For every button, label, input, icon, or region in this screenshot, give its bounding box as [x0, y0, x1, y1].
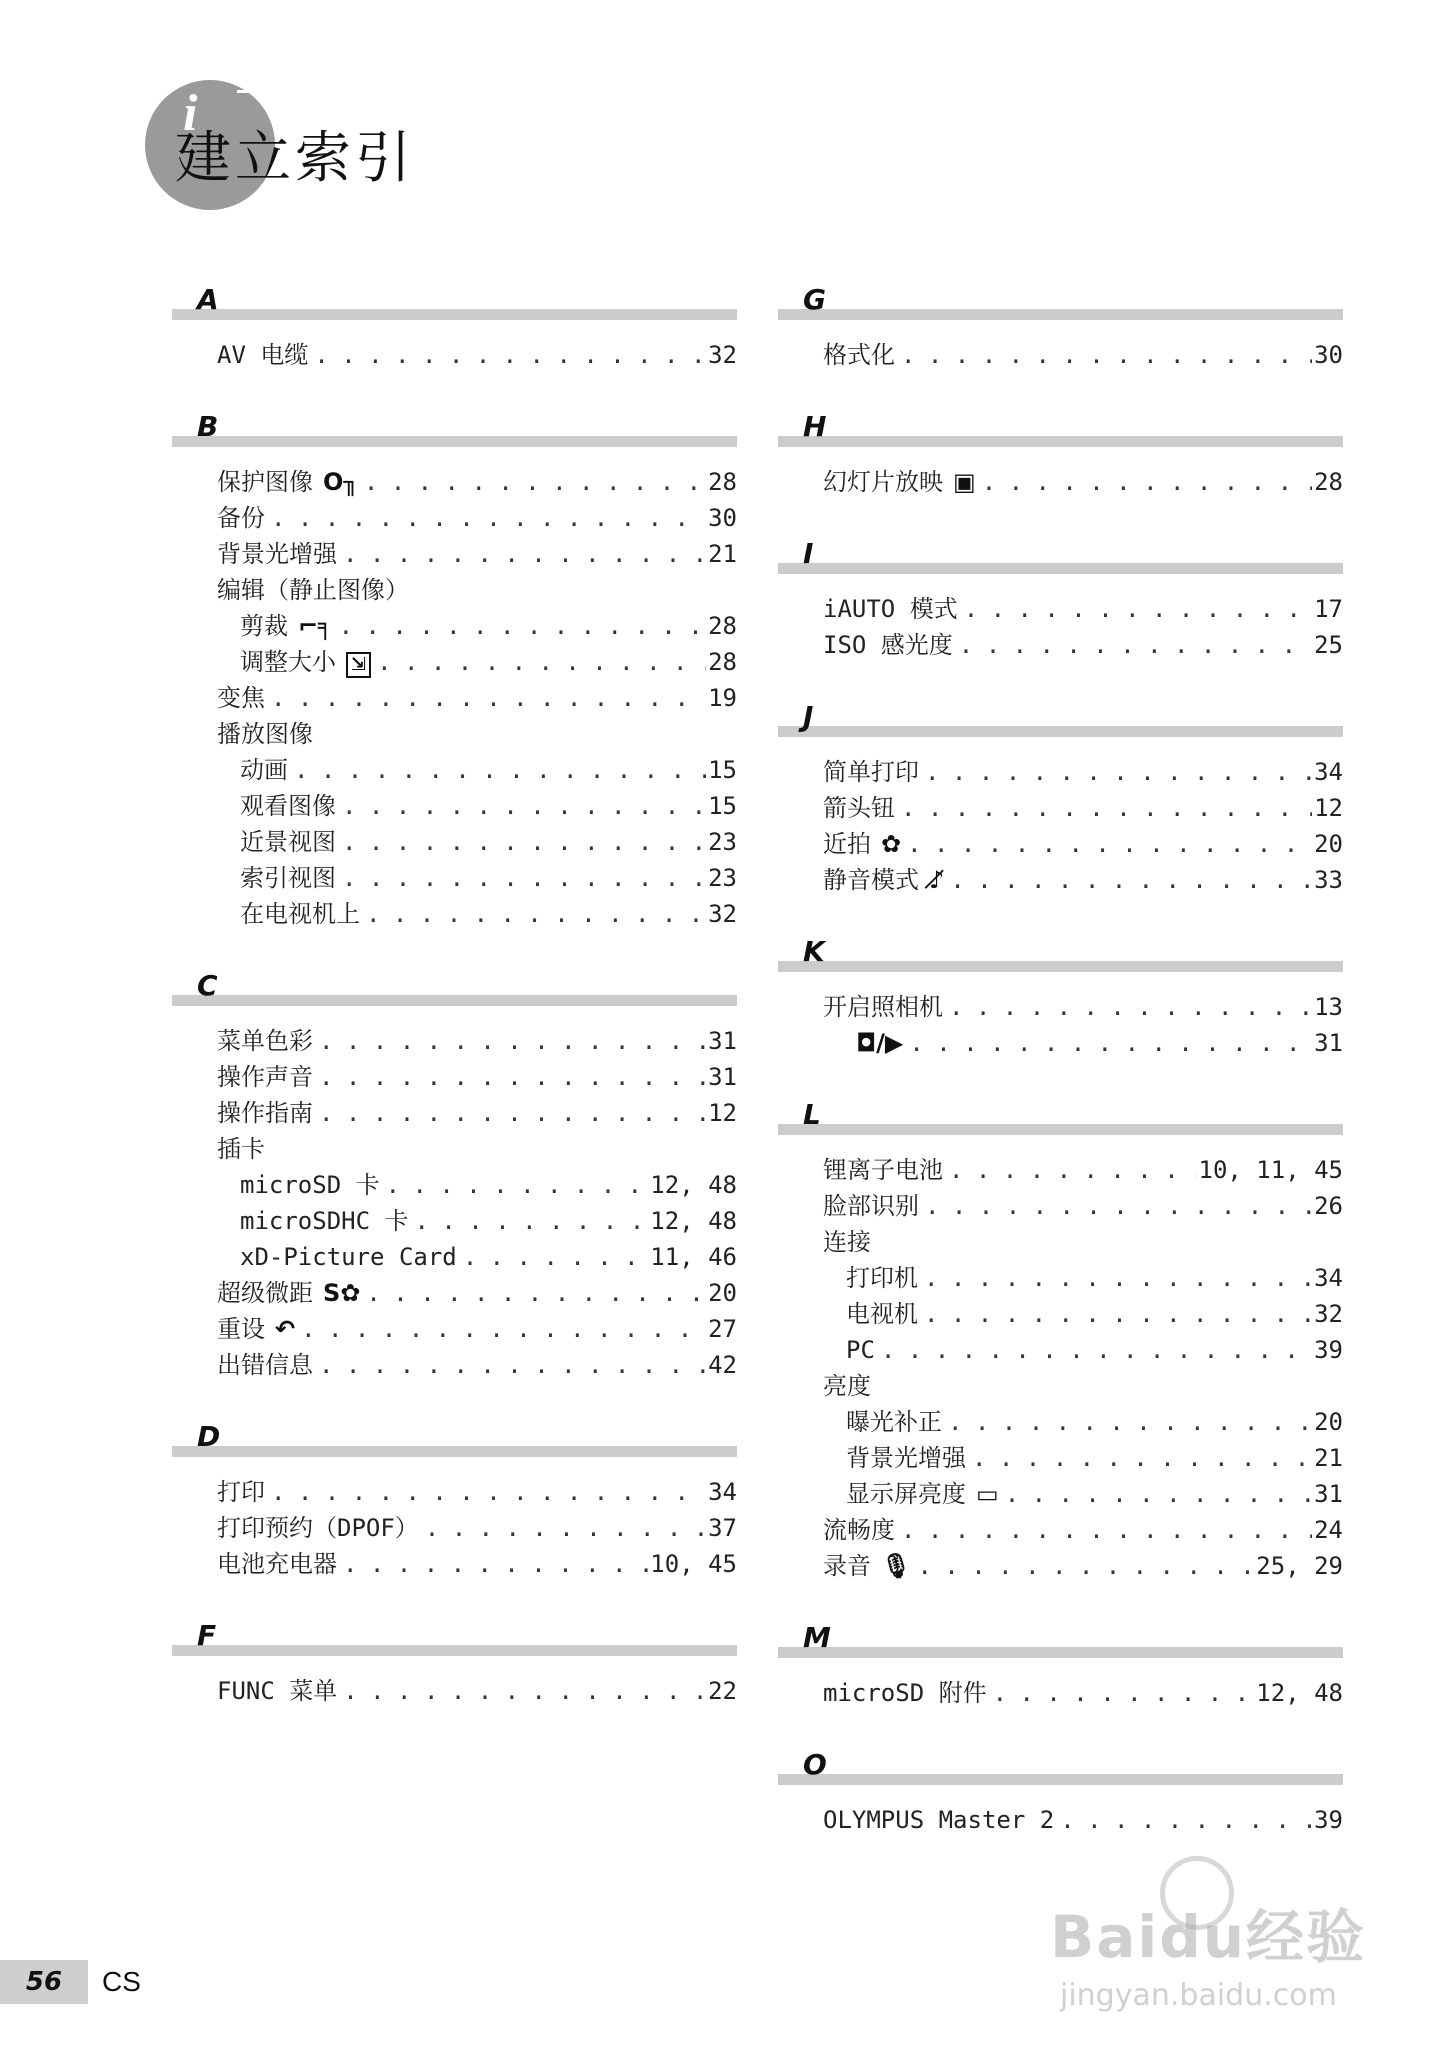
dot-leader — [881, 1332, 1312, 1368]
entry-page: 32 — [1314, 1300, 1343, 1328]
entry-label: 超级微距 — [217, 1279, 313, 1307]
dot-leader — [901, 337, 1312, 373]
info-box-decor — [237, 90, 276, 115]
entry-page: 21 — [708, 540, 737, 568]
entry-page: 13 — [1314, 993, 1343, 1021]
entry-page: 28 — [708, 612, 737, 640]
entry-page: 12, 48 — [1256, 1679, 1343, 1707]
entry-label: 背景光增强 — [217, 540, 337, 568]
section-divider — [172, 1446, 737, 1457]
dot-leader — [271, 1474, 706, 1510]
index-entry — [778, 862, 1343, 898]
index-entry — [778, 1260, 1343, 1296]
dot-leader — [343, 1673, 706, 1709]
entry-page: 23 — [708, 864, 737, 892]
entry-list — [778, 739, 1343, 898]
entry-label: 电池充电器 — [217, 1550, 337, 1578]
entry-page: 21 — [1314, 1444, 1343, 1472]
entry-list — [778, 322, 1343, 373]
index-entry — [778, 591, 1343, 627]
index-entry — [172, 788, 737, 824]
section-header — [172, 1419, 737, 1459]
section-divider — [778, 961, 1343, 972]
dot-leader — [314, 337, 706, 373]
index-section-h — [778, 409, 1343, 500]
index-entry — [778, 1440, 1343, 1476]
entry-page: 15 — [708, 792, 737, 820]
dot-leader — [415, 1203, 649, 1239]
entry-page: 37 — [708, 1514, 737, 1542]
section-divider — [778, 1124, 1343, 1135]
dot-leader — [342, 860, 706, 896]
entry-list — [778, 576, 1343, 663]
dot-leader — [339, 608, 707, 644]
index-entry — [778, 989, 1343, 1025]
entry-symbol-icon: 🎙 — [881, 1552, 912, 1580]
dot-leader — [901, 1512, 1312, 1548]
entry-list — [778, 449, 1343, 500]
entry-symbol-icon: ◘/▶ — [856, 1029, 904, 1057]
entry-page: 31 — [1314, 1480, 1343, 1508]
dot-leader — [319, 1347, 706, 1383]
entry-label: 变焦 — [217, 684, 265, 712]
dot-leader — [924, 1296, 1312, 1332]
index-section-c — [172, 968, 737, 1383]
entry-page: 27 — [708, 1315, 737, 1343]
index-entry — [778, 1404, 1343, 1440]
dot-leader — [319, 1059, 706, 1095]
dot-leader — [343, 536, 706, 572]
entry-page: 34 — [708, 1478, 737, 1506]
dot-leader — [924, 1260, 1312, 1296]
entry-label: 显示屏亮度 — [846, 1480, 966, 1508]
entry-label: 观看图像 — [240, 792, 336, 820]
page-title: 建立索引 — [175, 126, 415, 191]
entry-list — [172, 1658, 737, 1709]
entry-label: xD-Picture Card — [240, 1243, 457, 1271]
index-entry — [172, 1239, 737, 1275]
dot-leader — [917, 1548, 1254, 1584]
index-section-i — [778, 536, 1343, 663]
section-divider — [172, 1645, 737, 1656]
section-header — [172, 1618, 737, 1658]
dot-leader — [993, 1675, 1255, 1711]
entry-page: 11, 46 — [650, 1243, 737, 1271]
section-divider — [778, 563, 1343, 574]
index-entry — [172, 1167, 737, 1203]
entry-page: 24 — [1314, 1516, 1343, 1544]
index-entry — [172, 464, 737, 500]
entry-page: 34 — [1314, 1264, 1343, 1292]
dot-leader — [366, 896, 706, 932]
entry-label: 插卡 — [217, 1135, 265, 1163]
entry-label: 在电视机上 — [240, 900, 360, 928]
entry-label: 索引视图 — [240, 864, 336, 892]
section-header — [778, 536, 1343, 576]
entry-page: 28 — [708, 468, 737, 496]
entry-label: microSD 卡 — [240, 1171, 380, 1199]
index-entry — [172, 1275, 737, 1311]
entry-list — [172, 449, 737, 932]
section-letter: M — [803, 1621, 831, 1654]
entry-page: 39 — [1314, 1806, 1343, 1834]
entry-page: 10, 45 — [650, 1550, 737, 1578]
section-header — [778, 934, 1343, 974]
dot-leader — [386, 1167, 649, 1203]
dot-leader — [949, 989, 1312, 1025]
entry-label: 重设 — [217, 1315, 265, 1343]
entry-label: 操作指南 — [217, 1099, 313, 1127]
section-letter: G — [803, 283, 826, 316]
section-header — [172, 409, 737, 449]
entry-page: 34 — [1314, 758, 1343, 786]
index-entry — [778, 1152, 1343, 1188]
entry-page: 28 — [708, 648, 737, 676]
index-section-d — [172, 1419, 737, 1582]
index-entry — [778, 1548, 1343, 1584]
entry-page: 25, 29 — [1256, 1552, 1343, 1580]
index-entry — [778, 754, 1343, 790]
index-entry — [172, 1059, 737, 1095]
dot-leader — [901, 790, 1312, 826]
entry-label: 简单打印 — [823, 758, 919, 786]
dot-leader — [463, 1239, 649, 1275]
section-divider — [172, 309, 737, 320]
dot-leader — [949, 1152, 1197, 1188]
entry-label: 菜单色彩 — [217, 1027, 313, 1055]
entry-label: 出错信息 — [217, 1351, 313, 1379]
index-entry — [172, 1347, 737, 1383]
index-section-g — [778, 282, 1343, 373]
index-entry — [778, 464, 1343, 500]
entry-label: 曝光补正 — [846, 1408, 942, 1436]
section-divider — [778, 436, 1343, 447]
index-entry — [172, 1203, 737, 1239]
index-column-right — [778, 282, 1343, 1838]
index-entry — [778, 1675, 1343, 1711]
dot-leader — [909, 1025, 1312, 1061]
section-letter: A — [197, 283, 219, 316]
index-entry — [778, 1296, 1343, 1332]
entry-label: ISO 感光度 — [823, 631, 953, 659]
section-letter: F — [197, 1619, 217, 1652]
entry-label: microSD 附件 — [823, 1679, 987, 1707]
entry-list — [778, 1137, 1343, 1584]
section-letter: H — [803, 410, 827, 443]
entry-label: 备份 — [217, 504, 265, 532]
index-section-f — [172, 1618, 737, 1709]
section-letter: O — [803, 1748, 827, 1781]
section-header — [172, 282, 737, 322]
index-entry — [172, 716, 737, 752]
index-entry — [172, 1131, 737, 1167]
section-divider — [172, 995, 737, 1006]
index-column-left — [172, 282, 737, 1709]
entry-page: 28 — [1314, 468, 1343, 496]
entry-page: 23 — [708, 828, 737, 856]
dot-leader — [366, 1275, 706, 1311]
entry-page: 33 — [1314, 866, 1343, 894]
index-entry — [778, 1512, 1343, 1548]
entry-page: 31 — [708, 1027, 737, 1055]
entry-symbol-icon: ▣ — [953, 468, 976, 496]
index-entry — [172, 1474, 737, 1510]
entry-page: 17 — [1314, 595, 1343, 623]
language-code: CS — [102, 1966, 141, 1997]
index-section-b — [172, 409, 737, 932]
entry-page: 20 — [708, 1279, 737, 1307]
entry-label: 编辑（静止图像） — [217, 576, 409, 604]
index-entry — [778, 1368, 1343, 1404]
entry-label: 调整大小 — [240, 648, 336, 676]
section-header — [172, 968, 737, 1008]
section-header — [778, 1747, 1343, 1787]
entry-label: 操作声音 — [217, 1063, 313, 1091]
entry-list — [172, 1459, 737, 1582]
index-entry — [172, 1546, 737, 1582]
dot-leader — [907, 826, 1312, 862]
entry-page: 30 — [708, 504, 737, 532]
dot-leader — [972, 1440, 1312, 1476]
entry-symbol-icon: O╖ — [323, 468, 358, 496]
section-divider — [778, 1647, 1343, 1658]
dot-leader — [425, 1510, 706, 1546]
index-entry — [778, 1188, 1343, 1224]
index-section-a — [172, 282, 737, 373]
index-entry — [778, 1476, 1343, 1512]
entry-page: 30 — [1314, 341, 1343, 369]
section-divider — [778, 1774, 1343, 1785]
dot-leader — [343, 1546, 648, 1582]
entry-label: OLYMPUS Master 2 — [823, 1806, 1055, 1834]
index-section-j — [778, 699, 1343, 898]
entry-label: 箭头钮 — [823, 794, 895, 822]
entry-list — [778, 1787, 1343, 1838]
entry-label: 近拍 — [823, 830, 871, 858]
section-header — [778, 1620, 1343, 1660]
index-entry — [172, 896, 737, 932]
section-header — [778, 699, 1343, 739]
entry-label: 打印 — [217, 1478, 265, 1506]
index-entry — [778, 627, 1343, 663]
entry-symbol-icon: S✿ — [323, 1279, 361, 1307]
entry-page: 20 — [1314, 830, 1343, 858]
index-entry — [778, 826, 1343, 862]
dot-leader — [925, 1188, 1312, 1224]
index-entry — [778, 337, 1343, 373]
index-entry — [778, 1332, 1343, 1368]
entry-label: 打印机 — [846, 1264, 918, 1292]
dot-leader — [319, 1023, 706, 1059]
entry-label: 录音 — [823, 1552, 871, 1580]
section-divider — [778, 726, 1343, 737]
entry-list — [778, 1660, 1343, 1711]
index-entry — [172, 337, 737, 373]
dot-leader — [271, 680, 706, 716]
dot-leader — [925, 754, 1312, 790]
section-divider — [778, 309, 1343, 320]
entry-page: 15 — [708, 756, 737, 784]
dot-leader — [959, 627, 1312, 663]
section-header — [778, 409, 1343, 449]
index-entry — [778, 790, 1343, 826]
entry-label: 锂离子电池 — [823, 1156, 943, 1184]
section-letter: K — [803, 935, 825, 968]
entry-label: microSDHC 卡 — [240, 1207, 409, 1235]
entry-label: 流畅度 — [823, 1516, 895, 1544]
section-letter: I — [803, 537, 814, 570]
section-letter: B — [197, 410, 219, 443]
dot-leader — [1060, 1802, 1312, 1838]
index-entry — [172, 500, 737, 536]
dot-leader — [342, 824, 706, 860]
entry-symbol-icon: ▭ — [976, 1480, 999, 1508]
index-entry — [172, 680, 737, 716]
watermark — [1040, 1850, 1380, 2030]
entry-label: 格式化 — [823, 341, 895, 369]
entry-page: 32 — [708, 900, 737, 928]
entry-label: FUNC 菜单 — [217, 1677, 338, 1705]
entry-symbol-icon: ⌐╕ — [298, 612, 333, 640]
entry-label: 打印预约（DPOF） — [217, 1514, 419, 1542]
index-entry — [172, 752, 737, 788]
entry-label: 播放图像 — [217, 720, 313, 748]
page-header — [145, 80, 545, 210]
entry-label: 幻灯片放映 — [823, 468, 943, 496]
index-entry — [172, 860, 737, 896]
entry-page: 31 — [708, 1063, 737, 1091]
entry-symbol-icon: ♪̸ — [929, 866, 945, 894]
index-entry — [172, 608, 737, 644]
entry-page: 22 — [708, 1677, 737, 1705]
index-entry — [172, 644, 737, 680]
index-section-m — [778, 1620, 1343, 1711]
index-section-o — [778, 1747, 1343, 1838]
entry-page: 19 — [708, 684, 737, 712]
entry-page: 10, 11, 45 — [1198, 1156, 1343, 1184]
section-header — [778, 1097, 1343, 1137]
info-i-icon: i — [183, 85, 198, 142]
entry-page: 12 — [708, 1099, 737, 1127]
entry-label: 动画 — [240, 756, 288, 784]
index-section-l — [778, 1097, 1343, 1584]
dot-leader — [948, 1404, 1312, 1440]
index-entry — [172, 1023, 737, 1059]
dot-leader — [1005, 1476, 1312, 1512]
entry-label: 电视机 — [846, 1300, 918, 1328]
index-entry — [778, 1802, 1343, 1838]
dot-leader — [301, 1311, 706, 1347]
section-letter: D — [197, 1420, 221, 1453]
section-letter: J — [803, 700, 814, 733]
dot-leader — [964, 591, 1312, 627]
index-entry — [778, 1224, 1343, 1260]
dot-leader — [271, 500, 706, 536]
section-letter: C — [197, 969, 218, 1002]
entry-symbol-icon: ✿ — [881, 830, 902, 858]
dot-leader — [342, 788, 706, 824]
entry-symbol-icon: ↶ — [275, 1315, 296, 1343]
dot-leader — [950, 862, 1312, 898]
entry-page: 25 — [1314, 631, 1343, 659]
entry-label: 亮度 — [823, 1372, 871, 1400]
entry-page: 32 — [708, 341, 737, 369]
watermark-sub: jingyan.baidu.com — [1060, 1978, 1337, 2013]
entry-label: 连接 — [823, 1228, 871, 1256]
watermark-main: Baidu经验 — [1050, 1903, 1367, 1971]
section-letter: L — [803, 1098, 821, 1131]
entry-page: 20 — [1314, 1408, 1343, 1436]
index-entry — [778, 1025, 1343, 1061]
index-entry — [172, 824, 737, 860]
entry-page: 12, 48 — [650, 1171, 737, 1199]
entry-page: 42 — [708, 1351, 737, 1379]
index-section-k — [778, 934, 1343, 1061]
dot-leader — [982, 464, 1312, 500]
page-number: 56 — [0, 1960, 88, 2004]
dot-leader — [294, 752, 706, 788]
dot-leader — [377, 644, 706, 680]
entry-list — [778, 974, 1343, 1061]
entry-page: 26 — [1314, 1192, 1343, 1220]
index-entry — [172, 1095, 737, 1131]
entry-list — [172, 1008, 737, 1383]
entry-page: 31 — [1314, 1029, 1343, 1057]
entry-page: 39 — [1314, 1336, 1343, 1364]
entry-label: 脸部识别 — [823, 1192, 919, 1220]
entry-page: 12, 48 — [650, 1207, 737, 1235]
entry-label: 剪裁 — [240, 612, 288, 640]
entry-label: AV 电缆 — [217, 341, 309, 369]
entry-label: 背景光增强 — [846, 1444, 966, 1472]
index-entry — [172, 1311, 737, 1347]
entry-label: iAUTO 模式 — [823, 595, 958, 623]
entry-page: 12 — [1314, 794, 1343, 822]
index-entry — [172, 1510, 737, 1546]
index-entry — [172, 536, 737, 572]
section-header — [778, 282, 1343, 322]
entry-label: 近景视图 — [240, 828, 336, 856]
dot-leader — [319, 1095, 706, 1131]
dot-leader — [364, 464, 706, 500]
entry-list — [172, 322, 737, 373]
entry-label: 保护图像 — [217, 468, 313, 496]
entry-label: 开启照相机 — [823, 993, 943, 1021]
index-entry — [172, 1673, 737, 1709]
entry-symbol-icon: ⇲ — [346, 652, 371, 678]
index-entry — [172, 572, 737, 608]
section-divider — [172, 436, 737, 447]
entry-label: 静音模式 — [823, 866, 919, 894]
entry-label: PC — [846, 1336, 875, 1364]
